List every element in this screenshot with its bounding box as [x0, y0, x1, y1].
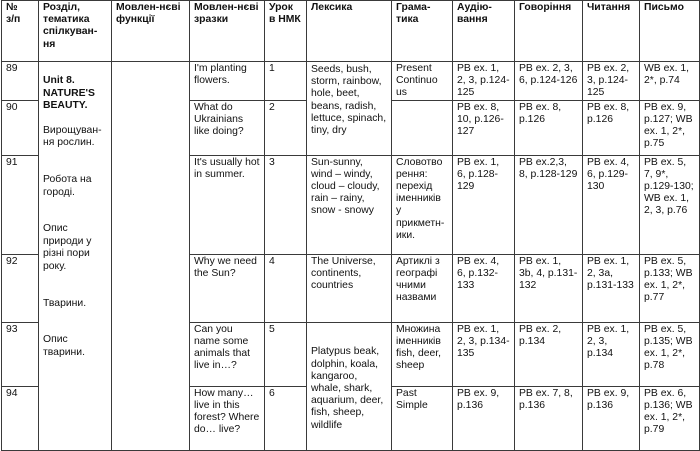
header-lexis: Лексика [307, 1, 392, 62]
topic: Опис природи у різні пори року. [43, 223, 92, 272]
writing-cell: PB ex. 5, p.135; WB ex. 1, 2*, p.78 [640, 322, 700, 386]
header-writing: Письмо [640, 1, 700, 62]
speech-sample: I'm planting flowers. [190, 62, 265, 101]
header-samples: Мовлен-нєві зразки [190, 1, 265, 62]
topic: Тварини. [43, 297, 87, 309]
speech-sample: Why we need the Sun? [190, 254, 265, 322]
listening-cell: PB ex. 1, 2, 3, p.124-125 [453, 62, 515, 101]
header-grammar: Грама-тика [392, 1, 453, 62]
row-number: 91 [2, 155, 39, 254]
speaking-cell: PB ex. 7, 8, p.136 [515, 386, 583, 450]
grammar-cell: Множина іменників fish, deer, sheep [392, 322, 453, 386]
speaking-cell: PB ex. 2, p.134 [515, 322, 583, 386]
reading-cell: PB ex. 2, 3, p.124-125 [583, 62, 640, 101]
row-number: 89 [2, 62, 39, 101]
lexis-cell: The Universe, continents, countries [307, 254, 392, 322]
writing-cell: PB ex. 5, p.133; WB ex. 1, 2*, p.77 [640, 254, 700, 322]
speech-sample: Can you name some animals that live in…? [190, 322, 265, 386]
writing-cell: PB ex. 5, 7, 9*, p.129-130; WB ex. 1, 2, 3, p.76 [640, 155, 700, 254]
listening-cell: PB ex. 9, p.136 [453, 386, 515, 450]
unit-title: Unit 8. NATURE'S BEAUTY. [43, 75, 95, 112]
row-number: 92 [2, 254, 39, 322]
writing-cell: PB ex. 9, p.127; WB ex. 1, 2*, p.75 [640, 100, 700, 155]
grammar-cell: Past Simple [392, 386, 453, 450]
speech-sample: It's usually hot in summer. [190, 155, 265, 254]
grammar-cell: Present Continuo us [392, 62, 453, 101]
reading-cell: PB ex. 4, 6, p.129-130 [583, 155, 640, 254]
reading-cell: PB ex. 8, p.126 [583, 100, 640, 155]
listening-cell: PB ex. 1, 6, p.128-129 [453, 155, 515, 254]
header-reading: Читання [583, 1, 640, 62]
listening-cell: PB ex. 1, 2, 3, p.134-135 [453, 322, 515, 386]
lexis-cell: Platypus beak, dolphin, koala, kangaroo, whale, shark, aquarium, deer, fish, sheep, wildlife [307, 322, 392, 450]
lesson-number: 2 [265, 100, 307, 155]
header-row [2, 1, 700, 62]
lexis-cell: Seeds, bush, storm, rainbow, hole, beet, beans, radish, lettuce, spinach, tiny, dry [307, 62, 392, 156]
lesson-number: 6 [265, 386, 307, 450]
writing-cell: WB ex. 1, 2*, p.74 [640, 62, 700, 101]
topic: Опис тварини. [43, 334, 85, 358]
table-row [2, 62, 700, 101]
listening-cell: PB ex. 8, 10, p.126-127 [453, 100, 515, 155]
writing-cell: PB ex. 6, p.136; WB ex. 1, 2*, p.79 [640, 386, 700, 450]
speech-sample: What do Ukrainians like doing? [190, 100, 265, 155]
header-section: Розділ, тематика спілкуван-ня [39, 1, 112, 62]
functions-cell [112, 62, 190, 451]
header-speaking: Говоріння [515, 1, 583, 62]
speaking-cell: PB ex.2,3, 8, p.128-129 [515, 155, 583, 254]
reading-cell: PB ex. 1, 2, 3a, p.131-133 [583, 254, 640, 322]
row-number: 90 [2, 100, 39, 155]
listening-cell: PB ex. 4, 6, p.132-133 [453, 254, 515, 322]
lexis-cell: Sun-sunny, wind – windy, cloud – cloudy, rain – rainy, snow - snowy [307, 155, 392, 254]
reading-cell: PB ex. 1, 2, 3, p.134 [583, 322, 640, 386]
header-listening: Аудію-вання [453, 1, 515, 62]
section-cell [39, 62, 112, 451]
row-number: 93 [2, 322, 39, 386]
reading-cell: PB ex. 9, p.136 [583, 386, 640, 450]
speech-sample: How many… live in this forest? Where do… live? [190, 386, 265, 450]
lesson-number: 4 [265, 254, 307, 322]
grammar-cell [392, 100, 453, 155]
topic: Робота на городі. [43, 174, 92, 198]
header-num: № з/п [2, 1, 39, 62]
speaking-cell: PB ex. 8, p.126 [515, 100, 583, 155]
speaking-cell: PB ex. 2, 3, 6, p.124-126 [515, 62, 583, 101]
grammar-cell: Артиклі з географі чними назвами [392, 254, 453, 322]
lesson-number: 1 [265, 62, 307, 101]
row-number: 94 [2, 386, 39, 450]
lesson-number: 3 [265, 155, 307, 254]
lesson-number: 5 [265, 322, 307, 386]
topic: Вирощуван-ня рослин. [43, 125, 102, 149]
header-functions: Мовлен-нєві функції [112, 1, 190, 62]
curriculum-table [1, 0, 700, 451]
grammar-cell: Словотво рення: перехід іменників у прикметн-ики. [392, 155, 453, 254]
header-lesson: Урок в НМК [265, 1, 307, 62]
speaking-cell: PB ex. 1, 3b, 4, p.131-132 [515, 254, 583, 322]
